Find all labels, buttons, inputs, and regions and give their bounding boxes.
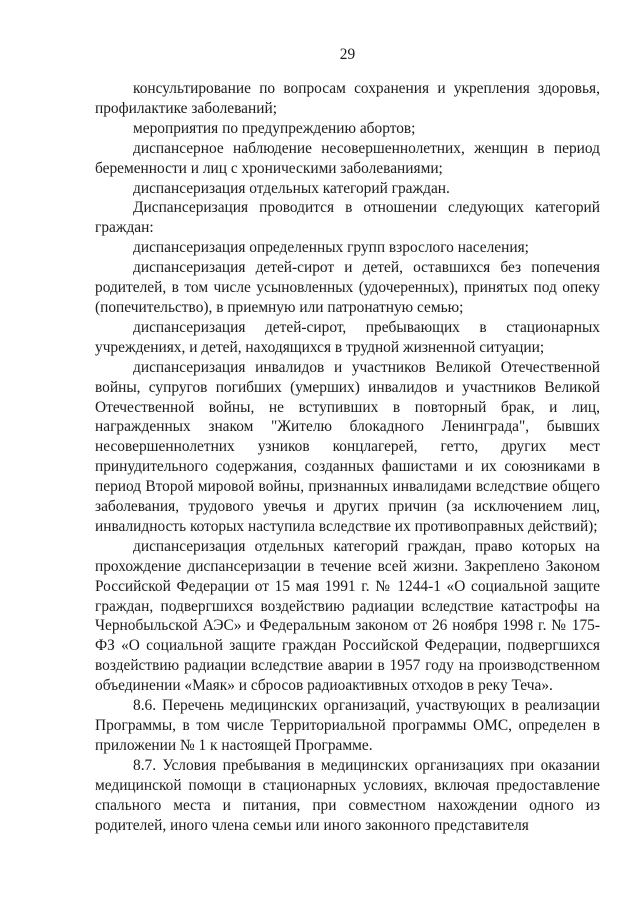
paragraph-section-8-6: 8.6. Перечень медицинских организаций, участвующих в реализации Программы, в том числе Территориальной программы ОМС, определен в приложении № 1 к настоящей Программе. <box>95 697 600 754</box>
document-body <box>95 79 600 835</box>
paragraph-abortion-prevention: мероприятия по предупреждению абортов; <box>133 119 416 137</box>
paragraph-dispensary-observation: диспансерное наблюдение несовершеннолетних, женщин в период беременности и лиц с хроническими заболеваниями; <box>95 139 600 177</box>
paragraph-section-8-7: 8.7. Условия пребывания в медицинских организациях при оказании медицинской помощи в стационарных условиях, включая предоставление спального места и питания, при совместном нахождении одного из родителей, иного члена семьи или иного законного представителя <box>95 756 600 834</box>
paragraph-consulting: консультирование по вопросам сохранения и укрепления здоровья, профилактике заболеваний; <box>95 80 600 117</box>
paragraph-orphans-foster: диспансеризация детей-сирот и детей, оставшихся без попечения родителей, в том числе усыновленных (удочеренных), принятых под опеку (попечительство), в приемную или патронатную семью; <box>95 259 600 316</box>
paragraph-radiation-victims: диспансеризация отдельных категорий граждан, право которых на прохождение диспансеризации в течение всей жизни. Закреплено Законом Российской Федерации от 15 мая 1991 г. № 1244-1 «О социальной защите граждан, подвергшихся воздействию радиации вследствие катастрофы на Чернобыльской АЭС» и Федеральным законом от 26 ноября 1998 г. № 175-ФЗ «О социальной защите граждан Российской Федерации, подвергшихся воздействию радиации вследствие аварии в 1957 году на производственном объединении «Маяк» и сбросов радиоактивных отходов в реку Теча». <box>95 537 600 695</box>
paragraph-orphans-institutions: диспансеризация детей-сирот, пребывающих в стационарных учреждениях, и детей, находящихся в трудной жизненной ситуации; <box>95 318 600 356</box>
paragraph-war-veterans: диспансеризация инвалидов и участников Великой Отечественной войны, супругов погибших (умерших) инвалидов и участников Великой Отечественной войны, не вступивших в повторный брак, и лиц, награжденных знаком "Жителю блокадного Ленинграда", бывших несовершеннолетних узников концлагерей, гетто, других мест принудительного содержания, созданных фашистами и их союзниками в период Второй мировой войны, признанных инвалидами вследствие общего заболевания, трудового увечья и других причин (за исключением лиц, инвалидность которых наступила вследствие их противоправных действий); <box>95 358 600 535</box>
paragraph-adult-groups: диспансеризация определенных групп взрослого населения; <box>133 239 529 257</box>
paragraph-dispensarization-categories: диспансеризация отдельных категорий граждан. <box>133 179 450 197</box>
page-number: 29 <box>339 46 356 63</box>
paragraph-dispensarization-intro: Диспансеризация проводится в отношении следующих категорий граждан: <box>95 199 600 237</box>
